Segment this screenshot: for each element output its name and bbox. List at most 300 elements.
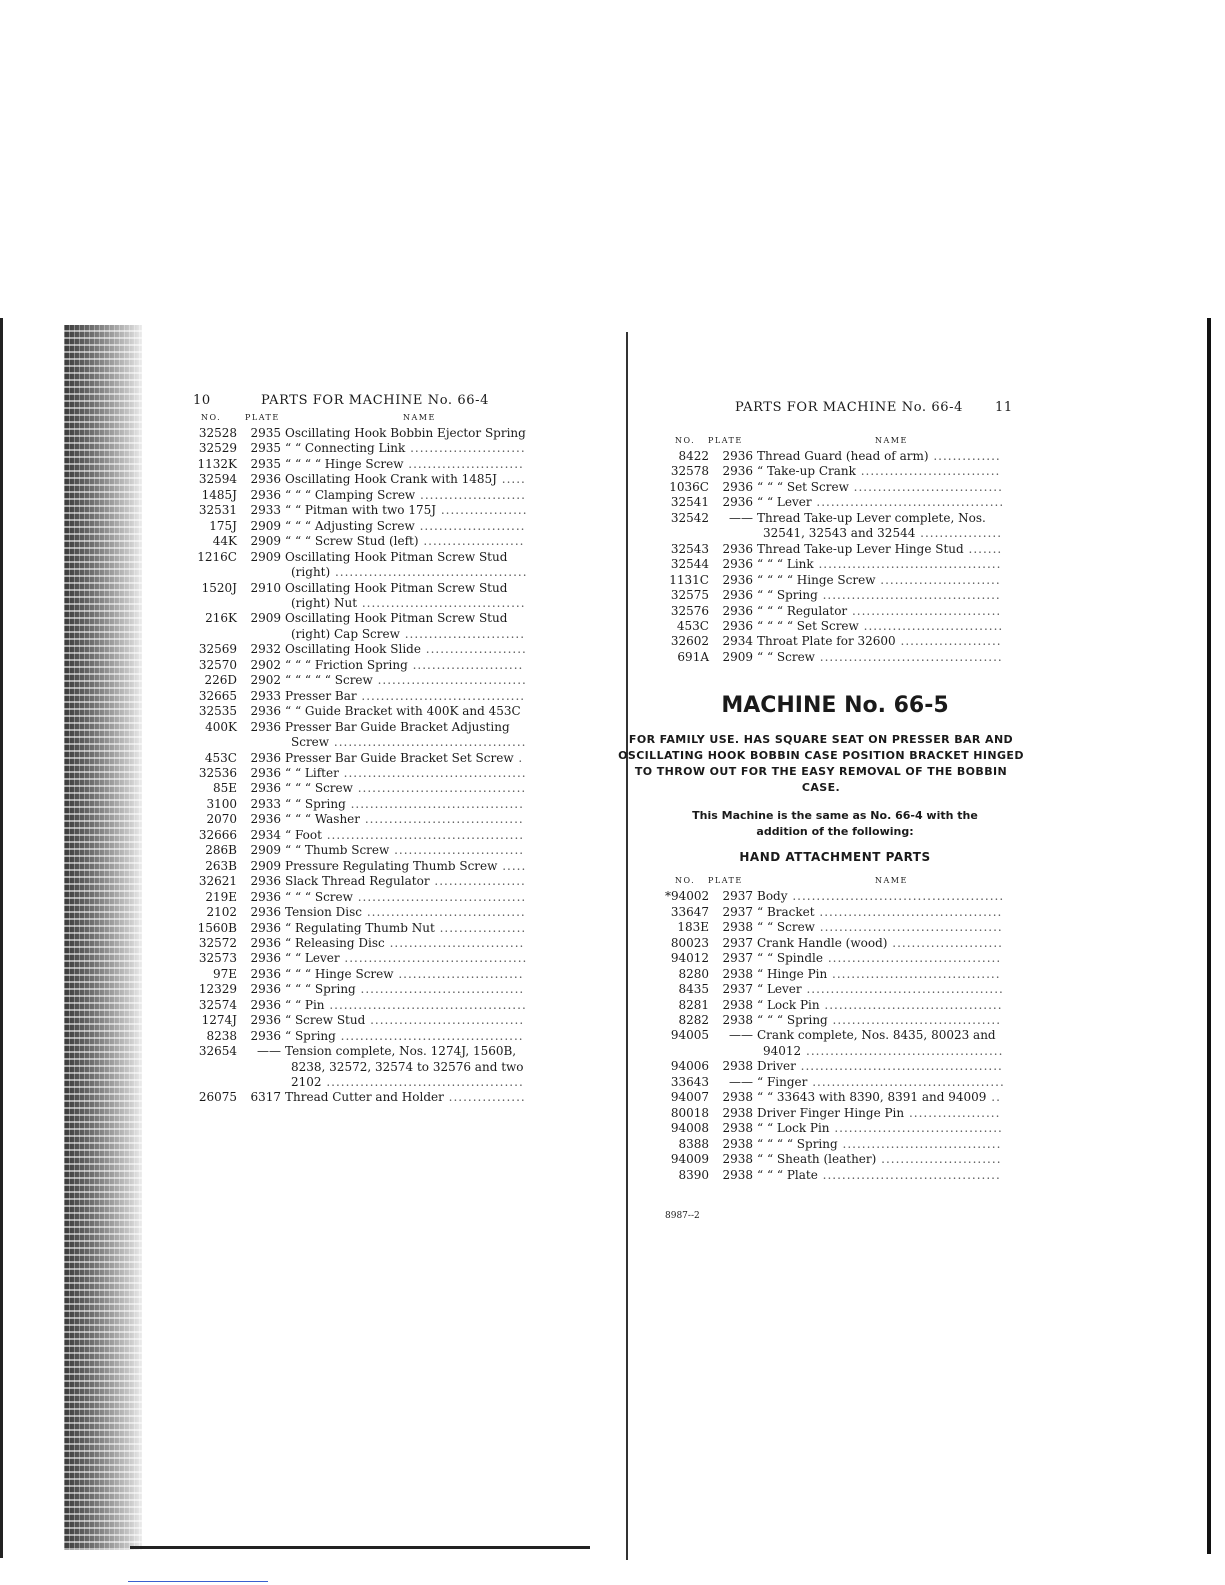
dot-leader: .............. xyxy=(928,449,1001,463)
part-number xyxy=(665,511,709,542)
part-number-text: 32666 xyxy=(198,827,237,842)
part-name xyxy=(285,781,528,796)
dot-leader: ...................... xyxy=(415,487,526,502)
parts-row xyxy=(665,1013,1005,1028)
parts-row xyxy=(193,766,528,781)
parts-row xyxy=(665,650,1005,665)
part-number xyxy=(665,650,709,665)
part-number xyxy=(665,557,709,572)
plate-number xyxy=(713,1090,753,1105)
left-page-number: 10 xyxy=(193,393,211,408)
part-name xyxy=(285,1044,528,1090)
part-name-text: “ Releasing Disc xyxy=(285,935,385,950)
part-number xyxy=(193,921,237,936)
dot-leader: ....................... xyxy=(887,935,1003,950)
dot-leader: ...................................... xyxy=(814,649,1003,664)
dot-leader: ....................................... xyxy=(811,495,1005,510)
dot-leader: ................................ xyxy=(365,1013,525,1028)
part-name xyxy=(757,1106,1005,1121)
part-number-text: 32542 xyxy=(670,510,709,525)
part-name-text: “ “ “ “ Spring xyxy=(757,1136,838,1151)
dot-leader: ............................... xyxy=(848,479,1003,494)
part-number xyxy=(665,1121,709,1136)
dot-leader: ................................... xyxy=(827,966,1001,981)
dot-leader: ...................................... xyxy=(335,1028,524,1043)
part-number xyxy=(193,581,237,612)
part-name xyxy=(757,1137,1005,1152)
plate-number-text: 2933 xyxy=(250,503,281,518)
plate-number-text: 2938 xyxy=(722,966,753,981)
part-number xyxy=(193,503,237,518)
plate-number-text: 2934 xyxy=(722,634,753,649)
part-name-text: “ “ “ Screw Stud (left) xyxy=(285,534,419,549)
parts-row xyxy=(193,1090,528,1105)
part-number-text: 32594 xyxy=(198,472,237,487)
part-name xyxy=(757,1152,1005,1167)
part-name xyxy=(757,480,1005,495)
part-number xyxy=(193,720,237,751)
plate-number-text: 2936 xyxy=(722,541,753,556)
part-name-text: Presser Bar xyxy=(285,688,357,703)
part-number-text: 32531 xyxy=(198,503,237,518)
parts-row xyxy=(193,441,528,456)
parts-row xyxy=(193,704,528,719)
plate-number xyxy=(241,550,281,581)
part-number xyxy=(665,951,709,966)
part-name xyxy=(757,495,1005,510)
dot-leader: ......................................... xyxy=(801,1043,1004,1058)
plate-number-text: 2938 xyxy=(722,1167,753,1182)
dot-leader: ...................................... xyxy=(814,920,1003,935)
parts-row xyxy=(193,426,528,441)
part-name-text: “ Lock Pin xyxy=(757,997,820,1012)
part-name-text: Tension complete, Nos. 1274J, 1560B, 8238, 32572, 32574 to 32576 and two 2102 xyxy=(285,1044,524,1090)
parts-row xyxy=(193,673,528,688)
plate-number-text: 2909 xyxy=(250,611,281,626)
part-name-text: Driver xyxy=(757,1059,796,1074)
dot-leader: ......................................... xyxy=(801,982,1004,997)
part-name xyxy=(285,921,528,936)
col-header-plate: PLATE xyxy=(245,413,280,422)
part-number-text: 400K xyxy=(205,719,237,734)
plate-number xyxy=(241,781,281,796)
plate-number xyxy=(241,859,281,874)
plate-number-text: 2909 xyxy=(250,549,281,564)
part-name-text: “ “ “ “ “ Screw xyxy=(285,673,373,688)
part-name xyxy=(285,488,528,503)
part-number xyxy=(665,905,709,920)
part-number xyxy=(665,619,709,634)
part-number xyxy=(193,781,237,796)
hand-attachment-parts-list xyxy=(665,889,1005,1183)
part-name xyxy=(757,588,1005,603)
dot-leader: ............................... xyxy=(372,673,527,688)
part-number xyxy=(665,1090,709,1105)
part-number xyxy=(665,1168,709,1183)
plate-number-text: 2936 xyxy=(250,966,281,981)
plate-number xyxy=(241,812,281,827)
left-page-edge xyxy=(0,318,3,1558)
plate-number-text: —— xyxy=(729,510,753,525)
plate-number xyxy=(713,573,753,588)
part-name xyxy=(757,951,1005,966)
parts-row xyxy=(665,1168,1005,1183)
plate-number-text: 2937 xyxy=(722,951,753,966)
part-name-text: “ “ “ Screw xyxy=(285,889,353,904)
plate-number-text: 2936 xyxy=(250,951,281,966)
part-name xyxy=(285,905,528,920)
right-column-headers xyxy=(665,436,1005,449)
part-number-text: 85E xyxy=(212,781,237,796)
plate-number-text: 2936 xyxy=(250,982,281,997)
part-number xyxy=(193,951,237,966)
part-number-text: 3100 xyxy=(206,796,237,811)
part-number xyxy=(193,611,237,642)
parts-row xyxy=(665,905,1005,920)
part-name-text: “ “ “ Spring xyxy=(757,1012,828,1027)
dot-leader: .. xyxy=(986,1090,1001,1105)
part-name-text: “ Finger xyxy=(757,1074,808,1089)
part-number xyxy=(193,982,237,997)
part-name xyxy=(757,905,1005,920)
part-name xyxy=(285,890,528,905)
part-name xyxy=(285,457,528,472)
dot-leader: ......................... xyxy=(876,1152,1002,1167)
plate-number xyxy=(713,920,753,935)
part-number-text: 32536 xyxy=(198,765,237,780)
part-number-text: 8388 xyxy=(678,1136,709,1151)
machine-description: FOR FAMILY USE. HAS SQUARE SEAT ON PRESSER BAR AND OSCILLATING HOOK BOBBIN CASE POSITION BRACKET HINGED TO THROW OUT FOR THE EASY REMOVAL OF THE BOBBIN CASE. xyxy=(618,733,1024,795)
plate-number-text: 2936 xyxy=(722,464,753,479)
part-number xyxy=(193,1044,237,1090)
plate-number-text: 2936 xyxy=(722,479,753,494)
plate-number xyxy=(713,982,753,997)
part-name xyxy=(285,859,528,874)
plate-number-text: 2936 xyxy=(722,449,753,463)
dot-leader: ...................... xyxy=(414,518,526,533)
plate-number xyxy=(713,557,753,572)
part-name-text: “ “ Spindle xyxy=(757,951,823,966)
plate-number-text: 2938 xyxy=(722,1121,753,1136)
part-number xyxy=(665,634,709,649)
part-name-text: “ “ “ Plate xyxy=(757,1167,818,1182)
parts-row xyxy=(665,951,1005,966)
part-number xyxy=(665,449,709,464)
part-number-text: 2102 xyxy=(206,905,237,920)
part-number-text: 33643 xyxy=(670,1074,709,1089)
plate-number xyxy=(713,905,753,920)
parts-row xyxy=(193,967,528,982)
part-number-text: 33647 xyxy=(670,904,709,919)
plate-number xyxy=(713,634,753,649)
part-number-text: 80018 xyxy=(670,1105,709,1120)
plate-number xyxy=(241,1029,281,1044)
part-name-text: “ Spring xyxy=(285,1028,336,1043)
dot-leader: ........................................ xyxy=(807,1074,1005,1089)
dot-leader: ......................................... xyxy=(321,1075,524,1090)
part-number-text: 1036C xyxy=(669,479,709,494)
part-number-text: *94002 xyxy=(665,889,710,904)
plate-number-text: —— xyxy=(729,1028,753,1043)
part-name-text: “ “ “ “ Hinge Screw xyxy=(757,572,876,587)
part-name-text: “ “ “ Friction Spring xyxy=(285,657,408,672)
part-name xyxy=(285,441,528,456)
part-number xyxy=(193,936,237,951)
part-name-text: Thread Take-up Lever complete, Nos. 32541, 32543 and 32544 xyxy=(757,510,986,541)
part-name xyxy=(285,581,528,612)
part-name-text: “ “ Lever xyxy=(285,951,340,966)
left-parts-list xyxy=(193,426,528,1106)
parts-row xyxy=(665,464,1005,479)
part-name-text: “ “ “ Hinge Screw xyxy=(285,966,394,981)
plate-number xyxy=(241,967,281,982)
plate-number xyxy=(241,689,281,704)
part-number-text: 8282 xyxy=(678,1012,709,1027)
part-number-text: 32535 xyxy=(198,704,237,719)
part-name-text: Oscillating Hook Bobbin Ejector Spring xyxy=(285,426,526,440)
parts-row xyxy=(665,920,1005,935)
part-number-text: 26075 xyxy=(198,1090,237,1105)
plate-number xyxy=(241,472,281,487)
plate-number xyxy=(713,511,753,542)
dot-leader: ........................................ xyxy=(329,735,527,750)
plate-number xyxy=(241,843,281,858)
parts-row xyxy=(193,503,528,518)
part-number xyxy=(193,519,237,534)
part-name-text: Body xyxy=(757,889,788,904)
machine-heading: MACHINE No. 66-5 xyxy=(721,693,949,719)
part-name xyxy=(285,611,528,642)
part-name-text: “ “ “ Washer xyxy=(285,812,361,827)
part-number xyxy=(665,1152,709,1167)
plate-number-text: 2938 xyxy=(722,1059,753,1074)
part-number-text: 94006 xyxy=(670,1059,709,1074)
dot-leader: ..................................... xyxy=(819,997,1003,1012)
part-number-text: 8422 xyxy=(678,449,709,463)
plate-number xyxy=(241,720,281,751)
dot-leader: ......................... xyxy=(875,572,1001,587)
parts-row xyxy=(665,557,1005,572)
part-number xyxy=(665,982,709,997)
parts-row xyxy=(665,1106,1005,1121)
part-number xyxy=(193,751,237,766)
part-number xyxy=(193,1013,237,1028)
plate-number-text: 2902 xyxy=(250,657,281,672)
part-number xyxy=(193,859,237,874)
part-number xyxy=(193,905,237,920)
parts-row xyxy=(665,1028,1005,1059)
dot-leader: ....... xyxy=(963,541,1003,556)
plate-number xyxy=(713,1168,753,1183)
dot-leader: ...................................... xyxy=(339,951,528,966)
part-number-text: 32602 xyxy=(670,634,709,649)
plate-number xyxy=(241,642,281,657)
part-name-text: “ Lever xyxy=(757,982,802,997)
plate-number xyxy=(713,998,753,1013)
part-name xyxy=(757,449,1005,464)
part-name-text: “ “ Pin xyxy=(285,997,325,1012)
dot-leader: ..................... xyxy=(895,634,1002,649)
part-name xyxy=(285,673,528,688)
plate-number-text: 2909 xyxy=(722,649,753,664)
part-number-text: 32544 xyxy=(670,557,709,572)
part-number-text: 32576 xyxy=(670,603,709,618)
center-gutter-line xyxy=(626,332,628,1560)
right-running-head xyxy=(665,400,1013,420)
part-number-text: 32621 xyxy=(198,874,237,889)
plate-number-text: 2936 xyxy=(250,1013,281,1028)
dot-leader: ........................... xyxy=(389,843,525,858)
dot-leader: ................................... xyxy=(827,1012,1002,1027)
parts-row xyxy=(665,936,1005,951)
plate-number-text: 2936 xyxy=(250,997,281,1012)
part-number-text: 175J xyxy=(209,518,237,533)
part-name-text: “ Regulating Thumb Nut xyxy=(285,920,435,935)
part-number-text: 453C xyxy=(204,750,237,765)
parts-row xyxy=(665,588,1005,603)
part-number-text: 8281 xyxy=(678,997,709,1012)
part-name xyxy=(285,1090,528,1105)
plate-number-text: 2938 xyxy=(722,1012,753,1027)
parts-row xyxy=(665,619,1005,634)
plate-number xyxy=(241,951,281,966)
part-number-text: 8390 xyxy=(678,1167,709,1182)
part-name-text: Thread Cutter and Holder xyxy=(285,1090,444,1105)
plate-number-text: 2936 xyxy=(722,572,753,587)
parts-row xyxy=(193,890,528,905)
part-name-text: Thread Guard (head of arm) xyxy=(757,449,929,463)
part-number xyxy=(193,998,237,1013)
part-number xyxy=(193,766,237,781)
part-name-text: “ “ Thumb Screw xyxy=(285,843,390,858)
plate-number xyxy=(713,1028,753,1059)
part-name xyxy=(757,1013,1005,1028)
dot-leader: ................................... xyxy=(829,1121,1003,1136)
parts-row xyxy=(193,658,528,673)
col-header-name: NAME xyxy=(403,413,436,422)
part-name xyxy=(285,874,528,889)
plate-number-text: 2933 xyxy=(250,796,281,811)
dot-leader: ................. xyxy=(915,526,1003,541)
part-name xyxy=(757,1121,1005,1136)
part-name xyxy=(285,766,528,781)
part-number-text: 32572 xyxy=(198,935,237,950)
dot-leader: .................................... xyxy=(345,796,524,811)
part-name-text: “ “ 33643 with 8390, 8391 and 94009 xyxy=(757,1090,987,1105)
parts-row xyxy=(665,1090,1005,1105)
parts-row xyxy=(665,480,1005,495)
right-page-edge xyxy=(1207,318,1211,1554)
plate-number xyxy=(713,650,753,665)
plate-number-text: 2909 xyxy=(250,843,281,858)
plate-number-text: 2909 xyxy=(250,518,281,533)
part-number xyxy=(665,1137,709,1152)
plate-number-text: 2909 xyxy=(250,534,281,549)
plate-number xyxy=(713,449,753,464)
part-number-text: 691A xyxy=(677,649,709,664)
left-column-headers xyxy=(193,413,528,426)
plate-number xyxy=(241,766,281,781)
part-name xyxy=(757,619,1005,634)
parts-row xyxy=(193,550,528,581)
part-number xyxy=(665,967,709,982)
left-page-bottom-edge xyxy=(130,1546,590,1549)
plate-number xyxy=(241,890,281,905)
part-number xyxy=(665,1075,709,1090)
dot-leader: ........................................ xyxy=(330,565,528,580)
part-number-text: 32578 xyxy=(670,464,709,479)
part-name xyxy=(285,828,528,843)
part-name-text: “ “ Lock Pin xyxy=(757,1121,830,1136)
part-name-text: “ “ “ “ Set Screw xyxy=(757,618,859,633)
plate-number-text: 2936 xyxy=(250,905,281,920)
parts-row xyxy=(193,921,528,936)
plate-number xyxy=(241,1090,281,1105)
part-number-text: 94005 xyxy=(670,1028,709,1043)
plate-number-text: 2932 xyxy=(250,642,281,657)
dot-leader: . xyxy=(513,750,524,765)
part-number-text: 97E xyxy=(212,966,237,981)
part-name-text: Crank complete, Nos. 8435, 80023 and 94012 xyxy=(757,1028,996,1058)
plate-number xyxy=(713,1013,753,1028)
parts-row xyxy=(193,689,528,704)
parts-row xyxy=(665,1121,1005,1136)
plate-number xyxy=(713,936,753,951)
plate-number-text: 2936 xyxy=(250,719,281,734)
book-spine-binding xyxy=(64,325,142,1550)
part-name xyxy=(757,1168,1005,1183)
part-name xyxy=(757,464,1005,479)
part-name-text: “ “ “ Clamping Screw xyxy=(285,487,416,502)
parts-row xyxy=(193,472,528,487)
part-name-text: Presser Bar Guide Bracket Set Screw xyxy=(285,750,514,765)
plate-number xyxy=(241,982,281,997)
parts-row xyxy=(193,519,528,534)
part-name xyxy=(285,426,528,441)
plate-number-text: 2938 xyxy=(722,920,753,935)
part-number xyxy=(193,1090,237,1105)
plate-number-text: 2938 xyxy=(722,1136,753,1151)
plate-number xyxy=(241,673,281,688)
part-number xyxy=(665,936,709,951)
part-number xyxy=(193,441,237,456)
part-number xyxy=(665,889,709,904)
part-number xyxy=(193,426,237,441)
dot-leader: ..................................... xyxy=(817,588,1001,603)
plate-number xyxy=(241,611,281,642)
plate-number-text: 2937 xyxy=(722,904,753,919)
part-number xyxy=(665,1028,709,1059)
part-name-text: Presser Bar Guide Bracket Adjusting Screw xyxy=(285,719,510,750)
part-number xyxy=(193,704,237,719)
part-name xyxy=(285,812,528,827)
part-number-text: 1485J xyxy=(201,487,237,502)
part-name-text: “ Bracket xyxy=(757,904,815,919)
part-name xyxy=(757,650,1005,665)
part-name xyxy=(757,1028,1005,1059)
part-number xyxy=(665,1013,709,1028)
part-name xyxy=(285,1013,528,1028)
plate-number-text: 2936 xyxy=(722,495,753,510)
part-name xyxy=(285,998,528,1013)
plate-number xyxy=(241,704,281,719)
right-page-number: 11 xyxy=(995,400,1013,415)
part-name-text: “ “ “ Link xyxy=(757,557,814,572)
part-name xyxy=(285,1029,528,1044)
part-name xyxy=(285,689,528,704)
plate-number-text: 2938 xyxy=(722,1090,753,1105)
plate-number xyxy=(713,967,753,982)
